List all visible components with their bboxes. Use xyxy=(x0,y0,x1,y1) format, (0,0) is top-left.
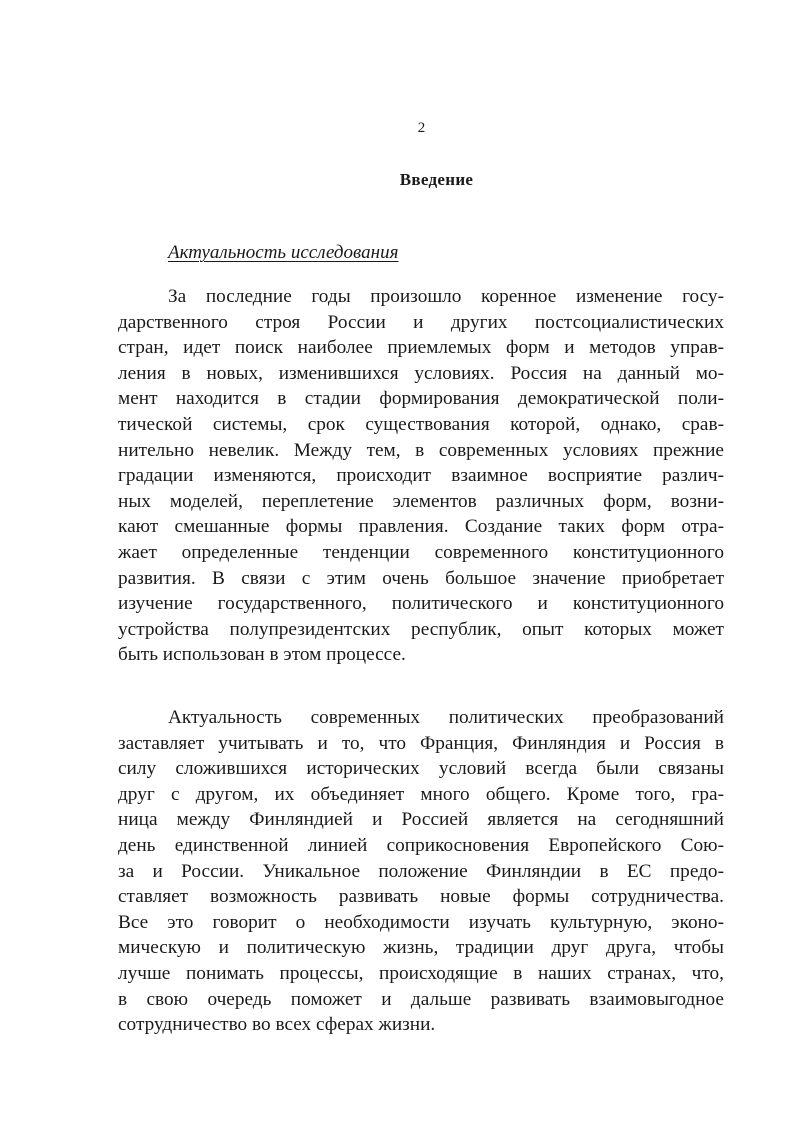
text-line: устройства полупрезидентских республик, опыт которых может xyxy=(118,618,724,640)
text-line: сотрудничество во всех сферах жизни. xyxy=(118,1014,436,1036)
text-line: Все это говорит о необходимости изучать культурную, эконо- xyxy=(118,911,724,933)
text-line: силу сложившихся исторических условий всегда были связаны xyxy=(118,758,724,780)
text-line: Актуальность современных политических преобразований xyxy=(168,707,724,728)
text-line: день единственной линией соприкосновения Европейского Сою- xyxy=(118,834,724,856)
text-line: развития. В связи с этим очень большое значение приобретает xyxy=(118,567,724,589)
text-line: в свою очередь поможет и дальше развивать взаимовыгодное xyxy=(118,988,724,1010)
text-line: ления в новых, изменившихся условиях. Россия на данный мо- xyxy=(118,362,724,384)
text-line: дарственного строя России и других постсоциалистических xyxy=(118,311,724,333)
text-line: тической системы, срок существования которой, однако, срав- xyxy=(118,413,724,435)
text-line: за и России. Уникальное положение Финляндии в ЕС предо- xyxy=(118,860,724,882)
text-line: градации изменяются, происходит взаимное восприятие различ- xyxy=(118,465,724,487)
text-line: заставляет учитывать и то, что Франция, Финляндия и Россия в xyxy=(118,732,724,754)
text-line: мическую и политическую жизнь, традиции друг друга, чтобы xyxy=(118,937,724,959)
text-line: нительно невелик. Между тем, в современных условиях прежние xyxy=(118,439,724,461)
text-line: мент находится в стадии формирования демократической поли- xyxy=(118,388,724,410)
text-line: изучение государственного, политического и конституционного xyxy=(118,593,724,615)
paragraph-2 xyxy=(118,705,724,1038)
text-line: ница между Финляндией и Россией является на сегодняшний xyxy=(118,809,724,831)
text-line: За последние годы произошло коренное изменение госу- xyxy=(168,286,724,307)
text-line: лучше понимать процессы, происходящие в наших странах, что, xyxy=(118,962,724,984)
page-number: 2 xyxy=(417,120,426,136)
text-line: стран, идет поиск наиболее приемлемых форм и методов управ- xyxy=(118,337,724,359)
text-line: ных моделей, переплетение элементов различных форм, возни- xyxy=(118,490,724,512)
text-line: жает определенные тенденции современного конституционного xyxy=(118,541,724,563)
text-line: кают смешанные формы правления. Создание таких форм отра- xyxy=(118,516,724,538)
text-line: друг с другом, их объединяет много общего. Кроме того, гра- xyxy=(118,783,724,805)
paragraph-1 xyxy=(118,284,724,668)
page-title: Введение xyxy=(399,170,474,189)
text-line: быть использован в этом процессе. xyxy=(118,644,406,666)
text-line: ставляет возможность развивать новые формы сотрудничества. xyxy=(118,886,724,908)
section-heading: Актуальность исследования xyxy=(168,242,399,263)
